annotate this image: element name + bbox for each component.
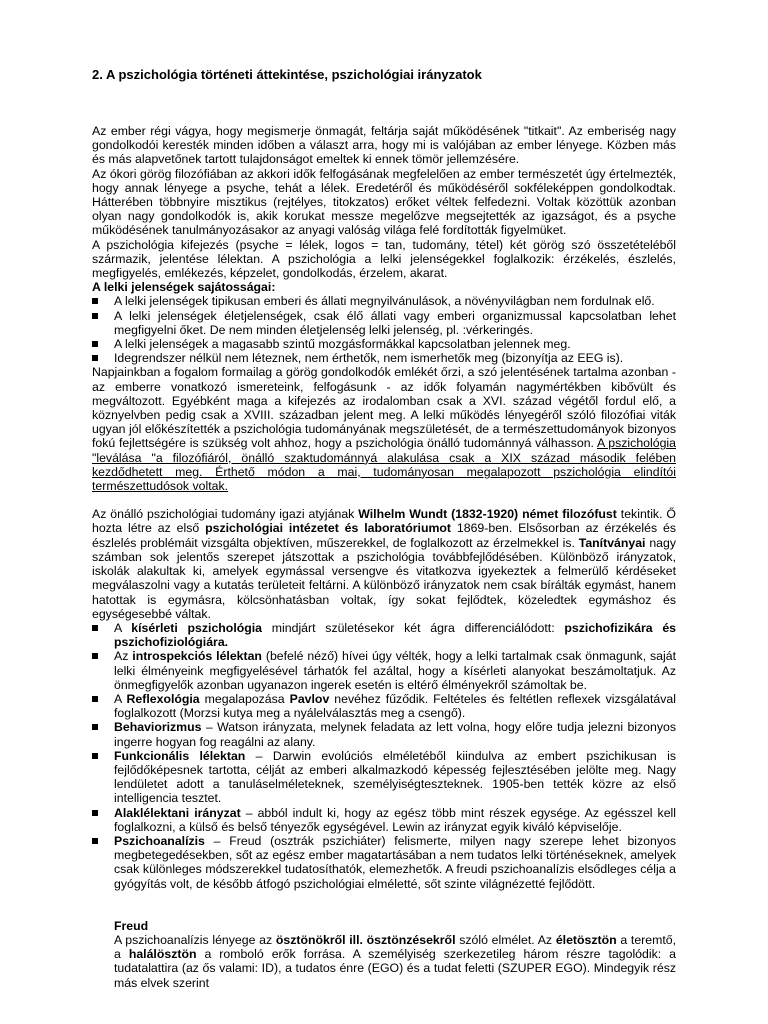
bullet-icon	[92, 653, 98, 659]
bullet-icon	[92, 696, 98, 702]
list-item: Alaklélektani irányzat – abból indult ki, hogy az egész több mint részek egysége. Az egésszel kell foglalkozni, a külső és belső tényezők egységével. Lewin az irányzat egyik kiváló képviselője.	[92, 806, 676, 834]
schools-list	[92, 621, 676, 891]
history-paragraph: Napjainkban a fogalom formailag a görög gondolkodók emlékét őrzi, a szó jelentésének tartalma azonban - az emberre vonatkozó ismereteink, felfogásunk - az idők folyamán nagymértékben kibővült és megváltozott. Egyébként maga a kifejezés az irodalomban csak a XVI. század végétől fordul elő, a köznyelvben pedig csak a XVIII. században jelent meg. A lelki működés lényegéről szóló filozófiai viták ugyan jól előkészítették a pszichológia tudományának megszületését, de a természettudományok bizonyos fokú fejlettségére is szükség volt ahhoz, hogy a pszichológia önálló tudománnyá válhasson. A pszichológia "leválása "a filozófiáról, önálló szaktudománnyá alakulása csak a XIX század második felében kezdődhetett meg. Érthető módon a mai, tudományosan megalapozott pszichológia elindítói természettudósok voltak.	[92, 365, 676, 494]
bullet-icon	[92, 298, 98, 304]
list-item: Behaviorizmus – Watson irányzata, melynek feladata az lett volna, hogy előre tudja jelezni bizonyos ingerre hogyan fog reagálni az alany.	[92, 720, 676, 748]
list-item: Pszichoanalízis – Freud (osztrák pszichiáter) felismerte, milyen nagy szerepe lehet bizonyos megbetegedésekben, sőt az egész ember magatartásában a nem tudatos lelki történéseknek, amelyek csak különleges módszerekkel tudatosíthatók, elemezhetők. A freudi pszichoanalízis elsődleges célja a gyógyítás volt, de később átfogó pszichológiai elméletté, sőt szinte világnézetté fejlődött.	[92, 834, 676, 891]
page-title: 2. A pszichológia történeti áttekintése, pszichológiai irányzatok	[92, 67, 482, 82]
intro-paragraph-1: Az ember régi vágya, hogy megismerje önmagát, feltárja saját működésének "titkait". Az emberiség nagy gondolkodói keresték minden időben a választ arra, hogy mi is valójában az ember lényege. Közben más és más alapvetőnek tartott tulajdonságot emeltek ki ennek tömör jellemzésére.	[92, 124, 676, 167]
intro-paragraph-3: A pszichológia kifejezés (psyche = lélek, logos = tan, tudomány, tétel) két görög szó összetételéből származik, jelentése lélektan. A pszichológia a lelki jelenségekkel foglalkozik: érzékelés, észlelés, megfigyelés, emlékezés, képzelet, gondolkodás, érzelem, akarat.	[92, 237, 676, 281]
wundt-paragraph: Az önálló pszichológiai tudomány igazi atyjának Wilhelm Wundt (1832-1920) német filozófust tekintik. Ő hozta létre az első pszichológiai intézetet és laboratóriumot 1869-ben. Elsősorban az érzékelés és észlelés problémáit vizsgálta objektíven, műszerekkel, de foglalkozott az érzelmekkel is. Tanítványai nagy számban sok jelentős szerepet játszottak a pszichológia továbbfejlődésében. Különböző irányzatok, iskolák alakultak ki, amelyek egymással versengve és vitatkozva igyekeztek a felmerülő kérdéseket megválaszolni vagy a kutatás területeit feltárni. A különböző irányzatok nem csak bírálták egymást, hanem hatottak is egymásra, kölcsönhatásban voltak, így sokat fejlődtek, közeledtek egymáshoz és egységesebbé váltak.	[92, 507, 676, 621]
list-item: Idegrendszer nélkül nem léteznek, nem érthetők, nem ismerhetők meg (bizonyítja az EEG is).	[92, 351, 676, 365]
freud-heading: Freud	[114, 918, 149, 933]
list-item: A lelki jelenségek tipikusan emberi és állati megnyilvánulások, a növényvilágban nem fordulnak elő.	[92, 294, 676, 308]
list-item: A lelki jelenségek életjelenségek, csak élő állati vagy emberi organizmussal kapcsolatban lehet megfigyelni őket. De nem minden életjelenség lelki jelenség, pl. :vérkeringés.	[92, 309, 676, 337]
bullet-icon	[92, 313, 98, 319]
bullet-icon	[92, 625, 98, 631]
list-item: Funkcionális lélektan – Darwin evolúciós elméletéből kiindulva az embert pszichikusan is fejlődőképesnek tartotta, célját az emberi alkalmazkodó képesség fejlesztésében jelölte meg. Nagy lendületet adott a tanuláselméleteknek, személyiségteszteknek. 1905-ben tették közre az első intelligencia tesztet.	[92, 749, 676, 806]
list-item: A lelki jelenségek a magasabb szintű mozgásformákkal kapcsolatban jelennek meg.	[92, 337, 676, 351]
bullet-icon	[92, 341, 98, 347]
document-body	[92, 124, 676, 990]
traits-heading: A lelki jelenségek sajátosságai:	[92, 280, 276, 295]
bullet-icon	[92, 724, 98, 730]
bullet-icon	[92, 838, 98, 844]
traits-list	[92, 294, 676, 365]
list-item: A Reflexológia megalapozása Pavlov nevéhez fűződik. Feltételes és feltétlen reflexek vizsgálatával foglalkozott (Morzsi kutya meg a nyálelválasztás meg a csengő).	[92, 692, 676, 720]
list-item: A kísérleti pszichológia mindjárt születésekor két ágra differenciálódott: pszichofizikára és pszichofiziológiára.	[92, 621, 676, 649]
freud-paragraph: A pszichoanalízis lényege az ösztönökről ill. ösztönzésekről szóló elmélet. Az életösztön a teremtő, a halálösztön a romboló erők forrása. A személyiség szerkezetileg három részre tagolódik: a tudatalattira (az ős valami: ID), a tudatos énre (EGO) és a tudat feletti (SZUPER EGO). Mindegyik rész más elvek szerint	[114, 932, 677, 990]
bullet-icon	[92, 355, 98, 361]
list-item: Az introspekciós lélektan (befelé néző) hívei úgy vélték, hogy a lelki tartalmak csak önmagunk, saját lelki élményeink megfigyelésével tárhatók fel azáltal, hogy a kísérleti alanyokat beszámoltatjuk. Az önmegfigyelők azonban ugyanazon ingerek esetén is eltérő élményekről számoltak be.	[92, 649, 676, 692]
bullet-icon	[92, 810, 98, 816]
underlined-passage: A pszichológia "leválása "a filozófiáról, önálló szaktudománnyá alakulása csak a XIX század második felében kezdődhetett meg. Érthető módon a mai, tudományosan megalapozott pszichológia elindítói természettudósok voltak.	[92, 436, 676, 494]
bullet-icon	[92, 753, 98, 759]
intro-paragraph-2: Az ókori görög filozófiában az akkori idők felfogásának megfelelően az ember természetét úgy értelmezték, hogy annak lényege a psyche, tehát a lélek. Eredetéről és működéséről sokféleképpen gondolkodtak. Hátterében többnyire misztikus (rejtélyes, titokzatos) erőket véltek felfedezni. Voltak közöttük azonban olyan nagy gondolkodók is, akik korukat messze megelőzve megsejtették az igazságot, és a psyche működésének tanulmányozásakor az anyagi valóság világa felé fordították figyelmüket.	[92, 166, 676, 238]
